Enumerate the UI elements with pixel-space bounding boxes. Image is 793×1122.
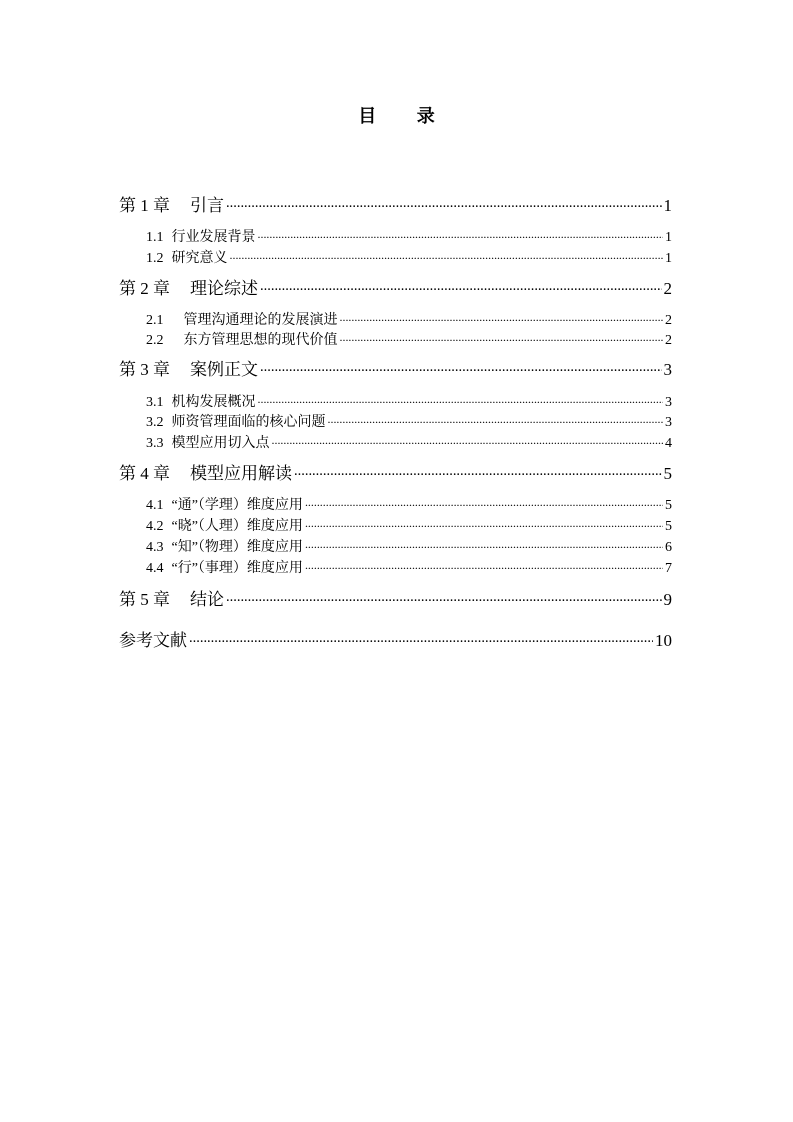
dot-leader [305, 516, 663, 530]
toc-entry-section-1-2[interactable] [146, 248, 672, 268]
toc-entry-section-3-3[interactable] [146, 433, 672, 453]
toc-entry-number: 第 1 章 [119, 196, 170, 215]
toc-entry-page: 3 [665, 415, 672, 430]
toc-entry-number: 4.4 [146, 561, 164, 576]
toc-entry-label: 引言 [190, 196, 224, 215]
toc-entry-section-4-2[interactable] [146, 516, 672, 536]
toc-entry-label: 理论综述 [190, 279, 258, 298]
dot-leader [230, 248, 664, 262]
toc-entry-number: 2.2 [146, 333, 164, 348]
toc-entry-references[interactable] [119, 629, 672, 652]
toc-entry-page: 7 [665, 561, 672, 576]
toc-entry-section-4-4[interactable] [146, 558, 672, 578]
toc-entry-label: 案例正文 [190, 360, 258, 379]
toc-entry-page: 5 [665, 519, 672, 534]
toc-entry-label: 东方管理思想的现代价值 [183, 333, 338, 348]
toc-entry-chapter-4[interactable] [119, 462, 672, 485]
toc-entry-number: 4.1 [146, 498, 164, 513]
dot-leader [226, 194, 662, 211]
dot-leader [328, 412, 664, 426]
toc-entry-section-2-2[interactable] [146, 330, 672, 350]
toc-entry-number: 第 2 章 [119, 279, 170, 298]
dot-leader [340, 310, 664, 324]
toc-entry-label: “行”（事理）维度应用 [171, 561, 303, 576]
toc-entry-page: 5 [665, 498, 672, 513]
dot-leader [305, 495, 663, 509]
toc-entry-page: 3 [663, 360, 672, 379]
toc-entry-page: 5 [663, 464, 672, 483]
toc-entry-number: 3.3 [146, 436, 164, 451]
toc-entry-chapter-1[interactable] [119, 194, 672, 217]
toc-entry-number: 1.1 [146, 230, 164, 245]
toc-entry-label: 师资管理面临的核心问题 [171, 415, 326, 430]
toc-entry-chapter-3[interactable] [119, 358, 672, 381]
toc-entry-page: 2 [665, 313, 672, 328]
toc-entry-label: 模型应用切入点 [171, 436, 270, 451]
dot-leader [189, 629, 653, 646]
toc-entry-section-3-2[interactable] [146, 412, 672, 432]
dot-leader [340, 330, 664, 344]
toc-entry-page: 2 [663, 279, 672, 298]
toc-entry-section-3-1[interactable] [146, 392, 672, 412]
toc-entry-chapter-5[interactable] [119, 588, 672, 611]
toc-entry-number: 第 4 章 [119, 464, 170, 483]
toc-entry-label: 行业发展背景 [171, 230, 256, 245]
dot-leader [272, 433, 664, 447]
toc-entry-number: 1.2 [146, 251, 164, 266]
toc-entry-section-2-1[interactable] [146, 310, 672, 330]
toc-entry-page: 3 [665, 395, 672, 410]
toc-entry-label: “知”（物理）维度应用 [171, 540, 303, 555]
dot-leader [226, 588, 662, 605]
dot-leader [258, 392, 664, 406]
toc-entry-label: 研究意义 [171, 251, 228, 266]
toc-entry-label: 结论 [190, 590, 224, 609]
toc-entry-number: 第 5 章 [119, 590, 170, 609]
dot-leader [305, 537, 663, 551]
toc-entry-number: 4.2 [146, 519, 164, 534]
dot-leader [260, 277, 662, 294]
toc-entry-number: 第 3 章 [119, 360, 170, 379]
dot-leader [305, 558, 663, 572]
toc-entry-page: 2 [665, 333, 672, 348]
toc-title: 目 录 [358, 106, 453, 126]
toc-entry-label: 模型应用解读 [190, 464, 292, 483]
dot-leader [294, 462, 662, 479]
toc-entry-section-4-1[interactable] [146, 495, 672, 515]
toc-entry-label: 管理沟通理论的发展演进 [183, 313, 338, 328]
toc-entry-chapter-2[interactable] [119, 277, 672, 300]
toc-entry-label: “晓”（人理）维度应用 [171, 519, 303, 534]
toc-entry-page: 10 [655, 631, 672, 650]
toc-entry-page: 4 [665, 436, 672, 451]
toc-entry-page: 1 [665, 251, 672, 266]
toc-entry-page: 1 [663, 196, 672, 215]
toc-entry-page: 6 [665, 540, 672, 555]
toc-entry-section-1-1[interactable] [146, 227, 672, 247]
toc-entry-number: 3.1 [146, 395, 164, 410]
toc-entry-label: “通”（学理）维度应用 [171, 498, 303, 513]
toc-entry-label: 机构发展概况 [171, 395, 256, 410]
dot-leader [258, 227, 664, 241]
toc-entry-label: 参考文献 [119, 631, 187, 650]
toc-entry-page: 9 [663, 590, 672, 609]
toc-entry-number: 2.1 [146, 313, 164, 328]
dot-leader [260, 358, 662, 375]
toc-entry-number: 4.3 [146, 540, 164, 555]
toc-entry-number: 3.2 [146, 415, 164, 430]
toc-entry-page: 1 [665, 230, 672, 245]
toc-entry-section-4-3[interactable] [146, 537, 672, 557]
